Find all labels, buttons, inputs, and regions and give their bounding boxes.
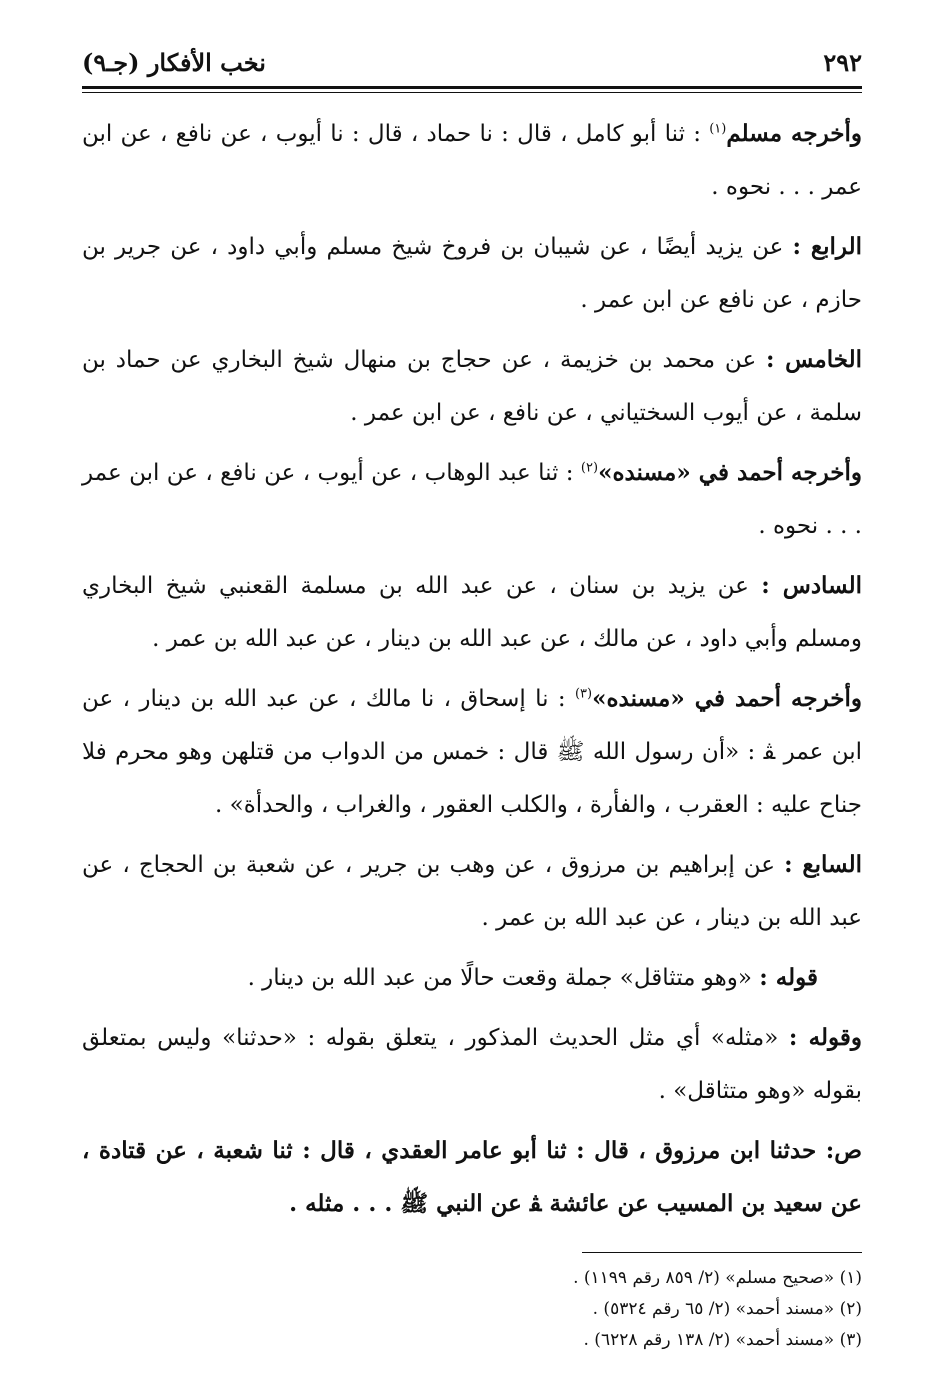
- page: [82, 40, 862, 1356]
- paragraph-text: عن يزيد أيضًا ، عن شيبان بن فروخ شيخ مسلم وأبي داود ، عن جرير بن حازم ، عن نافع عن ابن عمر .: [82, 234, 862, 313]
- paragraph-text: «مثله» أي مثل الحديث المذكور ، يتعلق بقوله : «حدثنا» وليس بمتعلق بقوله «وهو متثاقل» .: [82, 1025, 862, 1104]
- paragraph-text: : ثنا أبو كامل ، قال : نا حماد ، قال : نا أيوب ، عن نافع ، عن ابن عمر . . . نحوه .: [82, 121, 862, 200]
- paragraph-1: [82, 107, 862, 214]
- paragraph-lead: وأخرجه أحمد في «مسنده»: [598, 459, 862, 486]
- paragraph-7: [82, 838, 862, 945]
- paragraph-text: عن إبراهيم بن مرزوق ، عن وهب بن جرير ، عن شعبة بن الحجاج ، عن عبد الله بن دينار ، عن عبد الله بن عمر .: [82, 852, 862, 931]
- paragraph-3: [82, 333, 862, 440]
- main-text: [82, 107, 862, 1230]
- paragraph-lead: وأخرجه مسلم: [726, 120, 862, 147]
- paragraph-lead: وقوله :: [788, 1024, 862, 1051]
- paragraph-2: [82, 220, 862, 327]
- page-number: ٢٩٢: [823, 47, 862, 77]
- paragraph-4: [82, 446, 862, 553]
- paragraph-text: عن يزيد بن سنان ، عن عبد الله بن مسلمة القعنبي شيخ البخاري ومسلم وأبي داود ، عن مالك ، عن عبد الله بن دينار ، عن عبد الله بن عمر .: [82, 573, 862, 652]
- header-rule: [82, 86, 862, 93]
- footnote-ref[interactable]: (٣): [574, 686, 593, 702]
- paragraph-lead: السابع :: [784, 851, 862, 878]
- paragraph-text: : ثنا عبد الوهاب ، عن أيوب ، عن نافع ، عن ابن عمر . . . نحوه .: [82, 460, 862, 539]
- paragraph-6: [82, 672, 862, 832]
- running-head: [82, 40, 862, 84]
- paragraph-text: عن محمد بن خزيمة ، عن حجاج بن منهال شيخ البخاري عن حماد بن سلمة ، عن أيوب السختياني ، عن نافع ، عن ابن عمر .: [82, 347, 862, 426]
- book-title: نخب الأفكار (جـ٩): [82, 47, 266, 77]
- paragraph-5: [82, 559, 862, 666]
- footnote-ref[interactable]: (١): [709, 121, 727, 137]
- paragraph-lead: الخامس :: [766, 346, 862, 373]
- paragraph-text: «وهو متثاقل» جملة وقعت حالًا من عبد الله بن دينار .: [247, 965, 760, 991]
- paragraph-text: : نا إسحاق ، نا مالك ، عن عبد الله بن دينار ، عن ابن عمر ﭭ : «أن رسول الله ﷺ قال : خمس من الدواب من قتلهن وهو محرم فلا جناح عليه : العقرب ، والفأرة ، والكلب العقور ، والغراب ، والحدأة» .: [82, 686, 862, 818]
- paragraph-text: حدثنا ابن مرزوق ، قال : ثنا أبو عامر العقدي ، قال : ثنا شعبة ، عن قتادة ، عن سعيد بن المسيب عن عائشة ﭭ عن النبي ﷺ . . . مثله .: [82, 1137, 862, 1217]
- footnote-ref[interactable]: (٢): [580, 460, 599, 476]
- paragraph-lead: الرابع :: [792, 233, 862, 260]
- footnote-2: (٢) «مسند أحمد» (٢/ ٦٥ رقم ٥٣٢٤) .: [592, 1299, 862, 1319]
- paragraph-lead: قوله :: [759, 964, 818, 991]
- paragraph-8: [82, 951, 862, 1005]
- footnote-separator: [582, 1252, 862, 1253]
- footnote-1: (١) «صحيح مسلم» (٢/ ٨٥٩ رقم ١١٩٩) .: [573, 1268, 862, 1288]
- footnotes: [82, 1263, 862, 1356]
- paragraph-lead: السادس :: [761, 572, 862, 599]
- paragraph-lead: ص:: [825, 1137, 862, 1164]
- footnote-3: (٣) «مسند أحمد» (٢/ ١٣٨ رقم ٦٢٢٨) .: [583, 1330, 862, 1350]
- paragraph-10: [82, 1124, 862, 1230]
- paragraph-lead: وأخرجه أحمد في «مسنده»: [592, 685, 862, 712]
- paragraph-9: [82, 1011, 862, 1118]
